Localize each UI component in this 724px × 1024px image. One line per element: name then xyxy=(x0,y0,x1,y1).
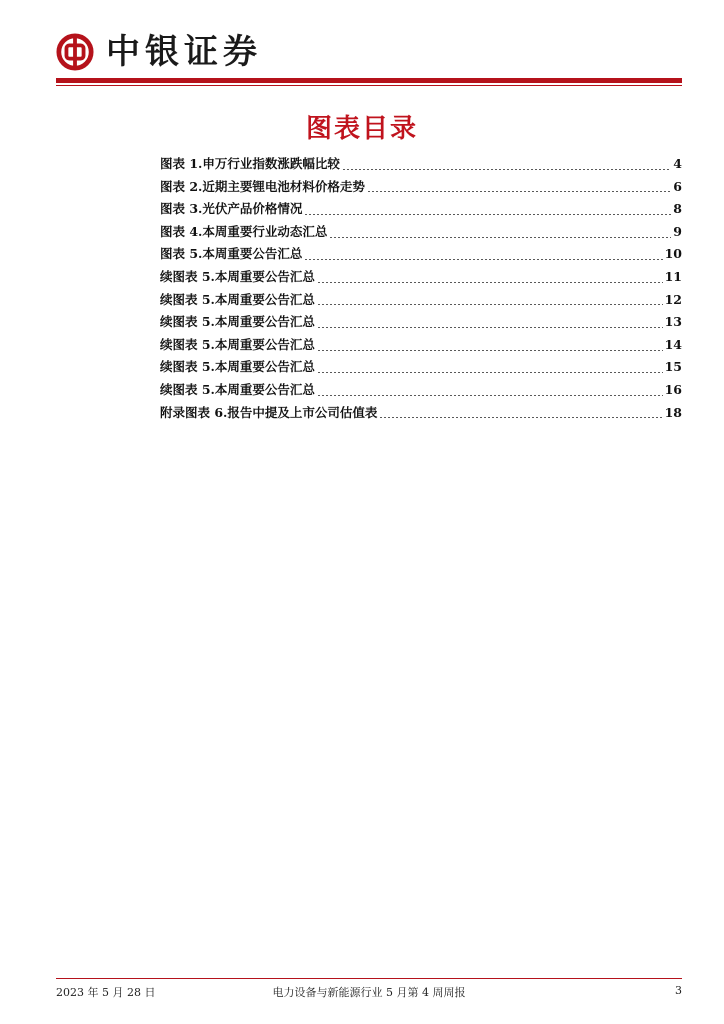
toc-entry-label: 附录图表 6.报告中提及上市公司估值表 xyxy=(160,404,378,420)
footer-date: 2023 年 5 月 28 日 xyxy=(56,986,156,999)
toc-leader-dots xyxy=(304,214,671,215)
toc-entry-label: 图表 1.申万行业指数涨跌幅比较 xyxy=(160,156,340,171)
toc-entry-label: 图表 4.本周重要行业动态汇总 xyxy=(160,223,328,239)
toc-entry-page: 12 xyxy=(664,291,682,307)
footer-divider xyxy=(56,978,682,979)
toc-entry-page: 14 xyxy=(664,336,682,352)
toc-entry-page: 15 xyxy=(664,359,682,375)
table-of-contents xyxy=(160,154,682,425)
toc-entry[interactable] xyxy=(160,290,682,313)
footer-page-number: 3 xyxy=(675,984,682,997)
toc-leader-dots xyxy=(317,304,663,305)
brand-name: 中银证券 xyxy=(106,32,262,72)
bank-of-china-logo-icon xyxy=(56,33,94,71)
toc-entry-label: 图表 5.本周重要公告汇总 xyxy=(160,246,303,262)
toc-entry-label: 续图表 5.本周重要公告汇总 xyxy=(160,268,315,284)
toc-entry[interactable] xyxy=(160,357,682,380)
toc-leader-dots xyxy=(367,191,671,192)
toc-entry[interactable] xyxy=(160,177,682,200)
toc-leader-dots xyxy=(317,327,663,328)
toc-leader-dots xyxy=(342,169,671,170)
toc-entry[interactable] xyxy=(160,335,682,358)
header xyxy=(56,30,262,74)
toc-entry-page: 10 xyxy=(664,246,682,262)
toc-entry-page: 11 xyxy=(664,268,682,284)
toc-entry[interactable] xyxy=(160,199,682,222)
toc-entry-label: 图表 3.光伏产品价格情况 xyxy=(160,201,303,217)
footer-report-title: 电力设备与新能源行业 5 月第 4 周周报 xyxy=(272,986,466,999)
toc-entry[interactable] xyxy=(160,267,682,290)
toc-entry-label: 续图表 5.本周重要公告汇总 xyxy=(160,381,315,397)
toc-entry-page: 18 xyxy=(664,404,682,420)
toc-leader-dots xyxy=(317,372,663,373)
toc-entry[interactable] xyxy=(160,154,682,177)
toc-entry-page: 9 xyxy=(673,223,682,239)
toc-entry-label: 续图表 5.本周重要公告汇总 xyxy=(160,291,315,307)
toc-entry[interactable] xyxy=(160,380,682,403)
toc-entry-page: 4 xyxy=(673,156,682,171)
toc-entry[interactable] xyxy=(160,244,682,267)
toc-leader-dots xyxy=(329,237,671,238)
toc-entry-label: 图表 2.近期主要锂电池材料价格走势 xyxy=(160,178,365,194)
toc-entry-page: 8 xyxy=(673,201,682,217)
toc-entry[interactable] xyxy=(160,403,682,426)
toc-entry-label: 续图表 5.本周重要公告汇总 xyxy=(160,336,315,352)
header-divider xyxy=(56,78,682,83)
toc-leader-dots xyxy=(379,417,662,418)
toc-entry-page: 16 xyxy=(664,381,682,397)
header-divider-thin xyxy=(56,85,682,86)
toc-entry-label: 续图表 5.本周重要公告汇总 xyxy=(160,314,315,330)
toc-entry-page: 6 xyxy=(673,178,682,194)
toc-leader-dots xyxy=(317,282,663,283)
toc-entry-label: 续图表 5.本周重要公告汇总 xyxy=(160,359,315,375)
toc-entry[interactable] xyxy=(160,312,682,335)
toc-leader-dots xyxy=(304,259,662,260)
toc-leader-dots xyxy=(317,350,663,351)
toc-leader-dots xyxy=(317,395,663,396)
toc-entry[interactable] xyxy=(160,222,682,245)
toc-title: 图表目录 xyxy=(305,114,418,144)
toc-entry-page: 13 xyxy=(664,314,682,330)
